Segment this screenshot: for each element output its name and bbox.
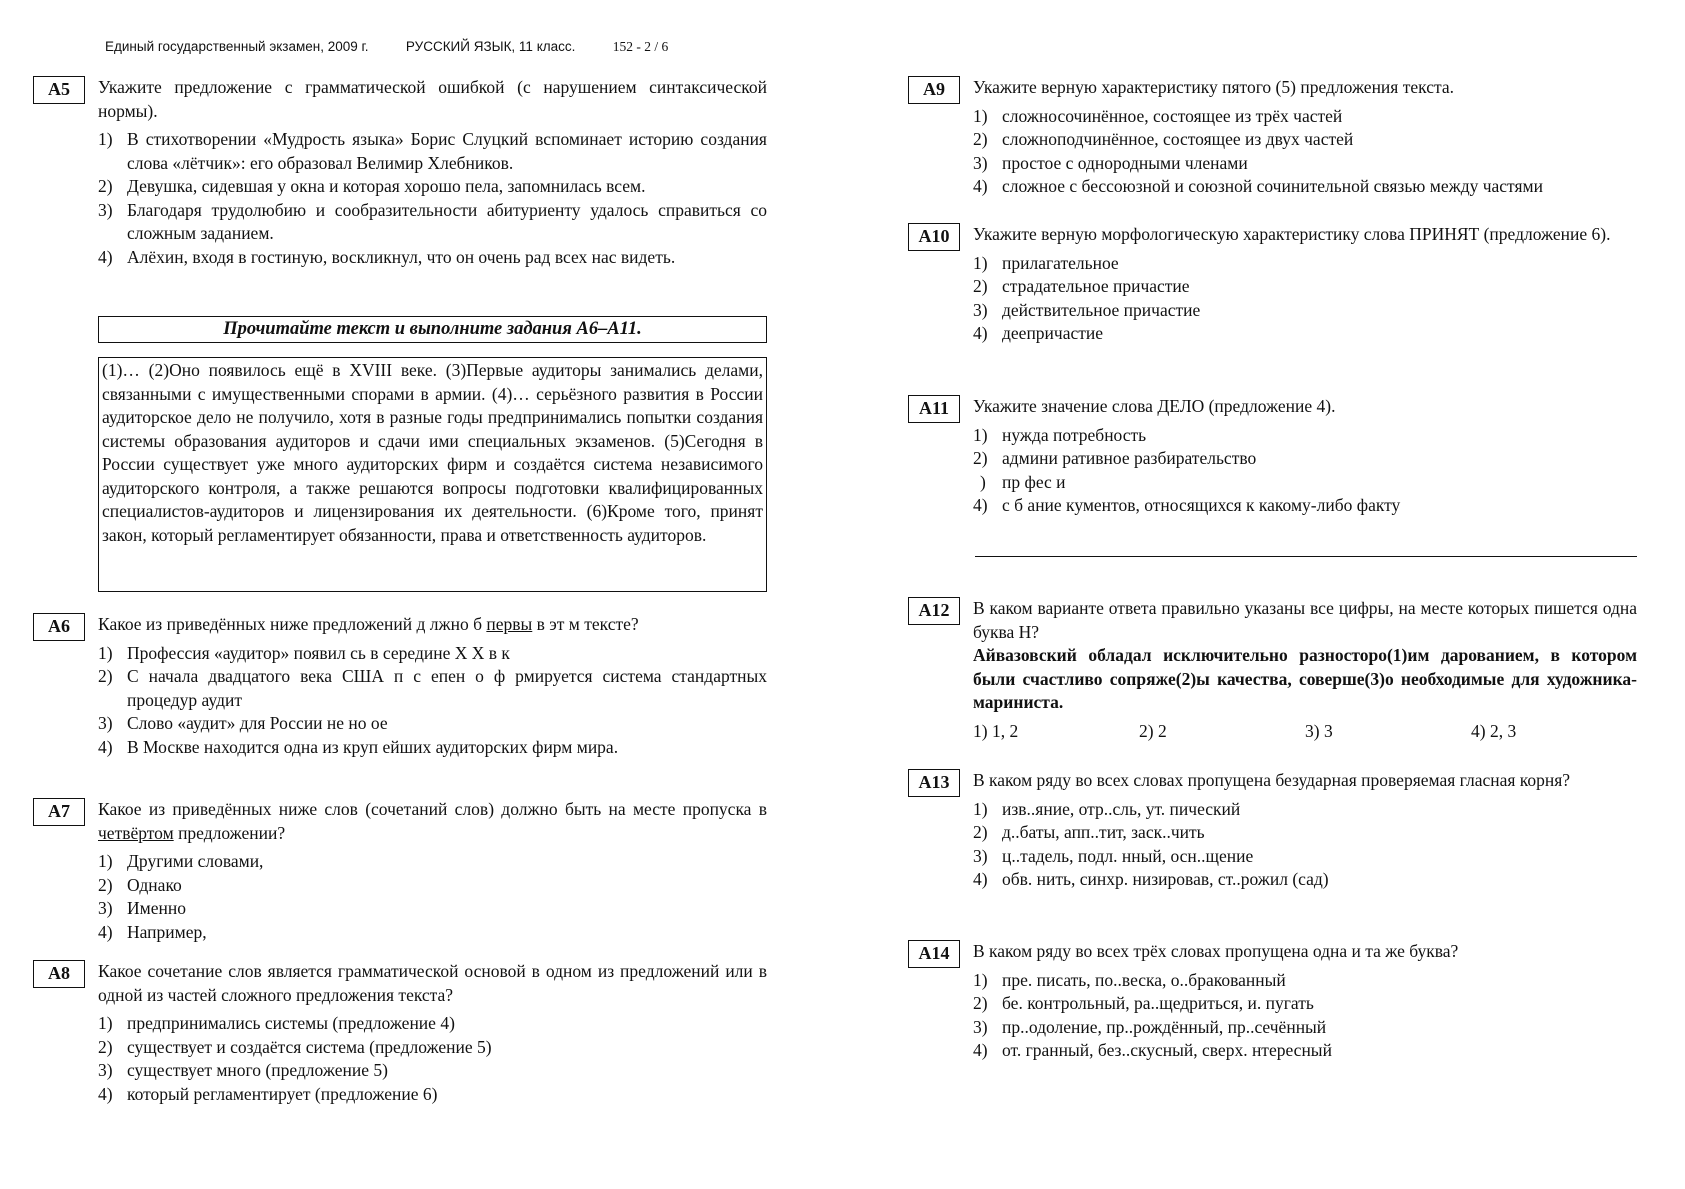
option-item[interactable]: 2) д..баты, апп..тит, заск..чить xyxy=(973,822,1205,842)
option-item[interactable]: 2) Девушка, сидевшая у окна и которая хорошо пела, запомнилась всем. xyxy=(98,176,646,196)
question-text: Какое из приведённых ниже предложений д лжно б первы в эт м тексте? xyxy=(98,614,639,634)
options-list xyxy=(973,798,1637,892)
task-label: А7 xyxy=(33,798,85,826)
answer-option[interactable]: 1) 1, 2 xyxy=(973,720,1019,741)
task-label: А13 xyxy=(908,769,960,797)
task-a10 xyxy=(908,223,1637,346)
page-number: 152 - 2 / 6 xyxy=(612,39,669,54)
task-label: А6 xyxy=(33,613,85,641)
option-item[interactable]: 4) от. гранный, без..скусный, сверх. нтересный xyxy=(973,1040,1332,1060)
options-list xyxy=(973,424,1637,518)
task-label: А11 xyxy=(908,395,960,423)
option-item[interactable]: 4) сложное с бессоюзной и союзной сочинительной связью между частями xyxy=(973,176,1543,196)
option-item[interactable]: 4) деепричастие xyxy=(973,323,1104,343)
option-item[interactable]: 1) сложносочинённое, состоящее из трёх частей xyxy=(973,105,1343,126)
options-list xyxy=(973,252,1637,346)
option-item[interactable]: 3) пр..одоление, пр..рождённый, пр..сечённый xyxy=(973,1016,1327,1037)
instruction-box: Прочитайте текст и выполните задания А6–А11. xyxy=(98,316,767,343)
task-a13 xyxy=(908,769,1637,892)
option-item[interactable]: 1) предпринимались системы (предложение 4) xyxy=(98,1013,455,1033)
task-label: А14 xyxy=(908,940,960,968)
option-item[interactable]: 1) Профессия «аудитор» появил сь в середине Х Х в к xyxy=(98,642,510,663)
option-item[interactable]: 2) страдательное причастие xyxy=(973,276,1190,296)
option-item[interactable]: 2) бе. контрольный, ра..щедриться, и. пугать xyxy=(973,993,1314,1013)
option-item[interactable]: 3) простое с однородными членами xyxy=(973,152,1248,173)
section-divider xyxy=(975,556,1637,557)
task-label: А8 xyxy=(33,960,85,988)
option-item[interactable]: ) пр фес и xyxy=(980,471,1066,492)
task-a9 xyxy=(908,76,1637,199)
answer-option[interactable]: 2) 2 xyxy=(1139,720,1167,741)
option-item[interactable]: 2) сложноподчинённое, состоящее из двух частей xyxy=(973,129,1354,149)
question-text: В каком ряду во всех трёх словах пропущена одна и та же буква? xyxy=(973,941,1459,961)
exam-title: Единый государственный экзамен, 2009 г. xyxy=(105,39,369,54)
option-item[interactable]: 1) нужда потребность xyxy=(973,424,1147,445)
option-item[interactable]: 1) Другими словами, xyxy=(98,851,264,871)
answer-row xyxy=(973,721,1637,742)
task-a6 xyxy=(33,613,767,759)
option-item[interactable]: 3) Именно xyxy=(98,898,186,918)
task-sentence: Айвазовский обладал исключительно разносторо(1)им дарованием, в котором были счастливо сопряже(2)ы качества, соверше(3)о необходимые для художника-мариниста. xyxy=(973,645,1637,712)
option-item[interactable]: 4) который регламентирует (предложение 6) xyxy=(98,1083,438,1104)
task-a11 xyxy=(908,395,1637,518)
option-item[interactable]: 1) прилагательное xyxy=(973,252,1119,273)
question-text: Какое сочетание слов является грамматической основой в одном из предложений или в одной из частей сложного предложения текста? xyxy=(98,961,767,1005)
question-text: В каком варианте ответа правильно указаны все цифры, на месте которых пишется одна буква Н? xyxy=(973,598,1637,642)
option-item[interactable]: 3) Слово «аудит» для России не но ое xyxy=(98,713,388,733)
subject-title: РУССКИЙ ЯЗЫК, 11 класс. xyxy=(405,39,576,54)
question-text: Укажите значение слова ДЕЛО (предложение 4). xyxy=(973,396,1336,416)
question-text: Укажите верную морфологическую характеристику слова ПРИНЯТ (предложение 6). xyxy=(973,224,1611,244)
option-item[interactable]: 2) существует и создаётся система (предложение 5) xyxy=(98,1036,492,1057)
option-item[interactable]: 3) Благодаря трудолюбию и сообразительности абитуриенту удалось справиться со сложным заданием. xyxy=(98,199,767,243)
option-item[interactable]: 3) действительное причастие xyxy=(973,299,1201,320)
task-label: А5 xyxy=(33,76,85,104)
option-item[interactable]: 1) пре. писать, по..веска, о..бракованный xyxy=(973,969,1286,990)
question-text: В каком ряду во всех словах пропущена безударная проверяемая гласная корня? xyxy=(973,770,1571,790)
option-item[interactable]: 2) С начала двадцатого века США п с епен о ф рмируется система стандартных процедур аудит xyxy=(98,666,767,710)
option-item[interactable]: 4) обв. нить, синхр. низировав, ст..рожил (сад) xyxy=(973,869,1329,889)
option-item[interactable]: 3) существует много (предложение 5) xyxy=(98,1060,388,1080)
answer-option[interactable]: 4) 2, 3 xyxy=(1471,720,1517,741)
options-list xyxy=(973,969,1637,1063)
task-label: А9 xyxy=(908,76,960,104)
task-a8 xyxy=(33,960,767,1106)
option-item[interactable]: 1) изв..яние, отр..сль, ут. пический xyxy=(973,798,1241,819)
option-item[interactable]: 1) В стихотворении «Мудрость языка» Борис Слуцкий вспоминает историю создания слова «лётчик»: его образовал Велимир Хлебников. xyxy=(98,129,767,173)
answer-option[interactable]: 3) 3 xyxy=(1305,720,1333,741)
page-header xyxy=(105,39,668,55)
question-text: Укажите верную характеристику пятого (5) предложения текста. xyxy=(973,77,1454,97)
options-list xyxy=(973,105,1637,199)
question-text: Какое из приведённых ниже слов (сочетаний слов) должно быть на месте пропуска в четвёртом предложении? xyxy=(98,799,767,843)
task-a12 xyxy=(908,597,1637,742)
option-item[interactable]: 4) с б ание кументов, относящихся к какому-либо факту xyxy=(973,495,1401,515)
options-list xyxy=(98,128,767,269)
task-label: А12 xyxy=(908,597,960,625)
task-a5 xyxy=(33,76,767,269)
task-label: А10 xyxy=(908,223,960,251)
option-item[interactable]: 4) В Москве находится одна из круп ейших аудиторских фирм мира. xyxy=(98,736,619,757)
options-list xyxy=(98,850,767,944)
option-item[interactable]: 2) админи ративное разбирательство xyxy=(973,448,1257,468)
option-item[interactable]: 4) Алёхин, входя в гостиную, воскликнул, что он очень рад всех нас видеть. xyxy=(98,246,676,267)
option-item[interactable]: 4) Например, xyxy=(98,921,207,942)
options-list xyxy=(98,642,767,760)
question-text: Укажите предложение с грамматической ошибкой (с нарушением синтаксической нормы). xyxy=(98,77,767,121)
task-a7 xyxy=(33,798,767,944)
reading-passage: (1)… (2)Оно появилось ещё в XVIII веке. (3)Первые аудиторы занимались делами, связанными с имущественными спорами в армии. (4)… серьёзного развития в России аудиторское дело не получило, хотя в разные годы предпринимались попытки создания системы образования аудиторов и сдачи ими специальных экзаменов. (5)Сегодня в России существует уже много аудиторских фирм и создаётся система независимого аудиторского контроля, а также решаются вопросы подготовки квалифицированных специалистов-аудиторов и лицензирования их деятельности. (6)Кроме того, принят закон, который регламентирует обязанности, права и ответственность аудиторов. xyxy=(98,357,767,592)
task-a14 xyxy=(908,940,1637,1063)
options-list xyxy=(98,1012,767,1106)
option-item[interactable]: 3) ц..тадель, подл. нный, осн..щение xyxy=(973,845,1254,866)
option-item[interactable]: 2) Однако xyxy=(98,874,182,895)
